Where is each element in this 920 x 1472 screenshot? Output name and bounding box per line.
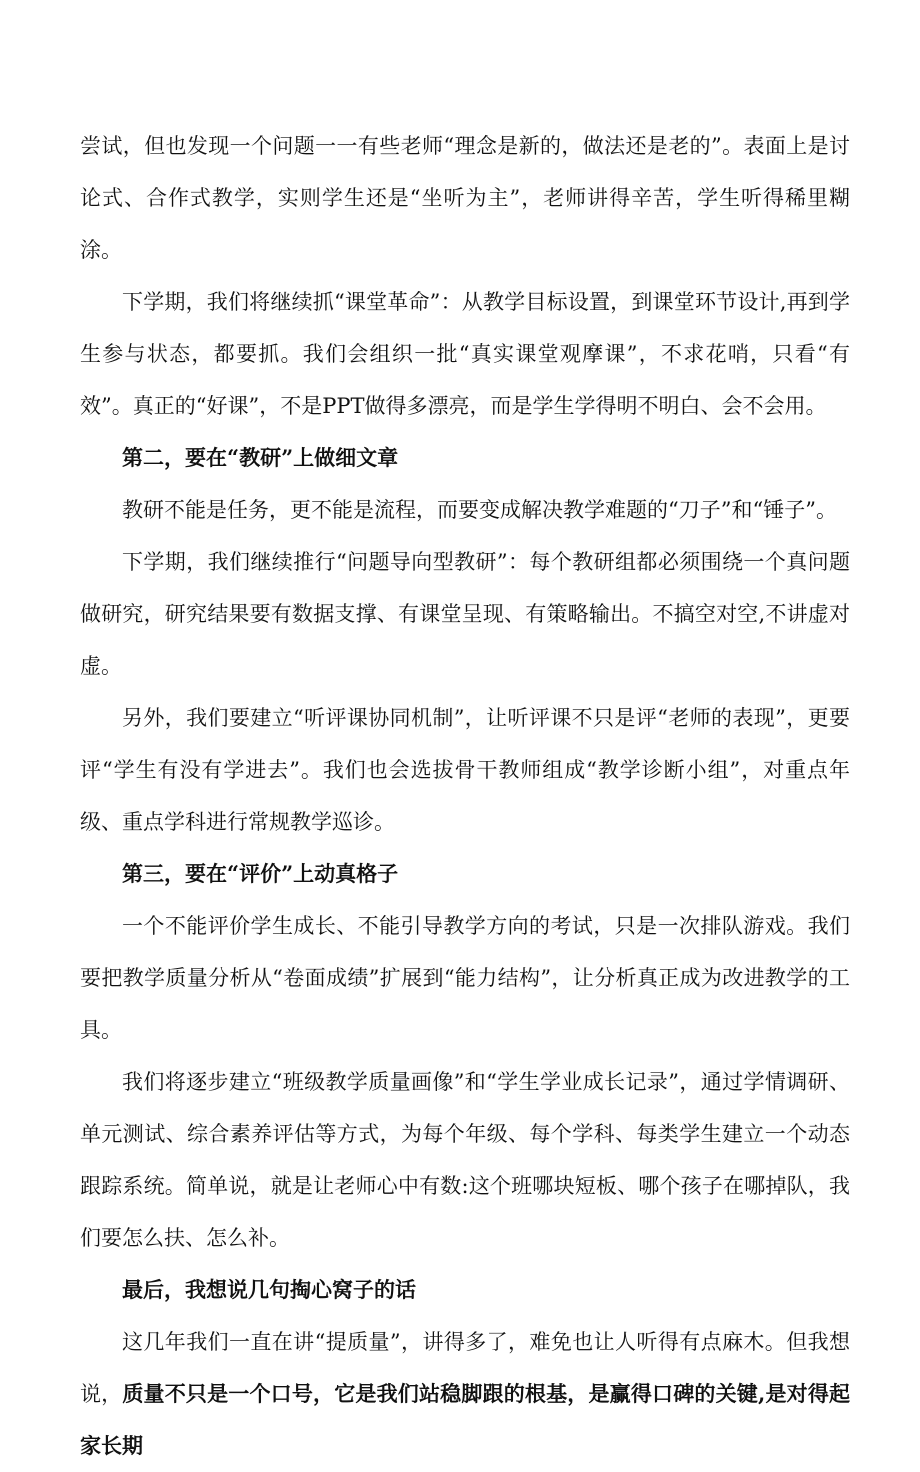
paragraph-classroom-issue: 尝试，但也发现一个问题一一有些老师“理念是新的，做法还是老的”。表面上是讨论式、合作式教学，实则学生还是“坐听为主”，老师讲得辛苦，学生听得稀里糊涂。: [80, 134, 850, 262]
paragraph-problem-oriented-research: 下学期，我们继续推行“问题导向型教研”：每个教研组都必须围绕一个真问题做研究，研究结果要有数据支撑、有课堂呈现、有策略输出。不搞空对空,不讲虚对虚。: [80, 550, 850, 678]
heading-teaching-research: 第二，要在“教研”上做细文章: [122, 445, 399, 470]
paragraph-lesson-evaluation: 另外，我们要建立“听评课协同机制”，让听评课不只是评“老师的表现”，更要评“学生有没有学进去”。我们也会选拔骨干教师组成“教学诊断小组”，对重点年级、重点学科进行常规教学巡诊。: [80, 706, 850, 834]
quality-message-normal-text: 这几年我们一直在讲“提质量”，讲得多了，难免也让人听得有点麻木。但我想说，: [80, 1330, 850, 1406]
heading-closing-remarks: 最后，我想说几句掏心窝子的话: [122, 1277, 416, 1302]
paragraph-research-purpose: 教研不能是任务，更不能是流程，而要变成解决教学难题的“刀子”和“锤子”。: [122, 498, 837, 522]
paragraph-quality-portrait: 我们将逐步建立“班级教学质量画像”和“学生学业成长记录”，通过学情调研、单元测试、综合素养评估等方式，为每个年级、每个学科、每类学生建立一个动态跟踪系统。简单说，就是让老师心中有数:这个班哪块短板、哪个孩子在哪掉队，我们要怎么扶、怎么补。: [80, 1070, 850, 1250]
quality-message-bold-text: 质量不只是一个口号，它是我们站稳脚跟的根基，是赢得口碑的关键,是对得起家长期: [80, 1381, 850, 1458]
paragraph-classroom-revolution: 下学期，我们将继续抓“课堂革命”：从教学目标设置，到课堂环节设计,再到学生参与状态，都要抓。我们会组织一批“真实课堂观摩课”，不求花哨，只看“有效”。真正的“好课”，不是PPT做得多漂亮，而是学生学得明不明白、会不会用。: [80, 290, 850, 418]
heading-evaluation: 第三，要在“评价”上动真格子: [122, 861, 399, 886]
document-body: [80, 120, 850, 1472]
paragraph-exam-analysis: 一个不能评价学生成长、不能引导教学方向的考试，只是一次排队游戏。我们要把教学质量分析从“卷面成绩”扩展到“能力结构”，让分析真正成为改进教学的工具。: [80, 914, 850, 1042]
paragraph-quality-message: [80, 1316, 850, 1472]
